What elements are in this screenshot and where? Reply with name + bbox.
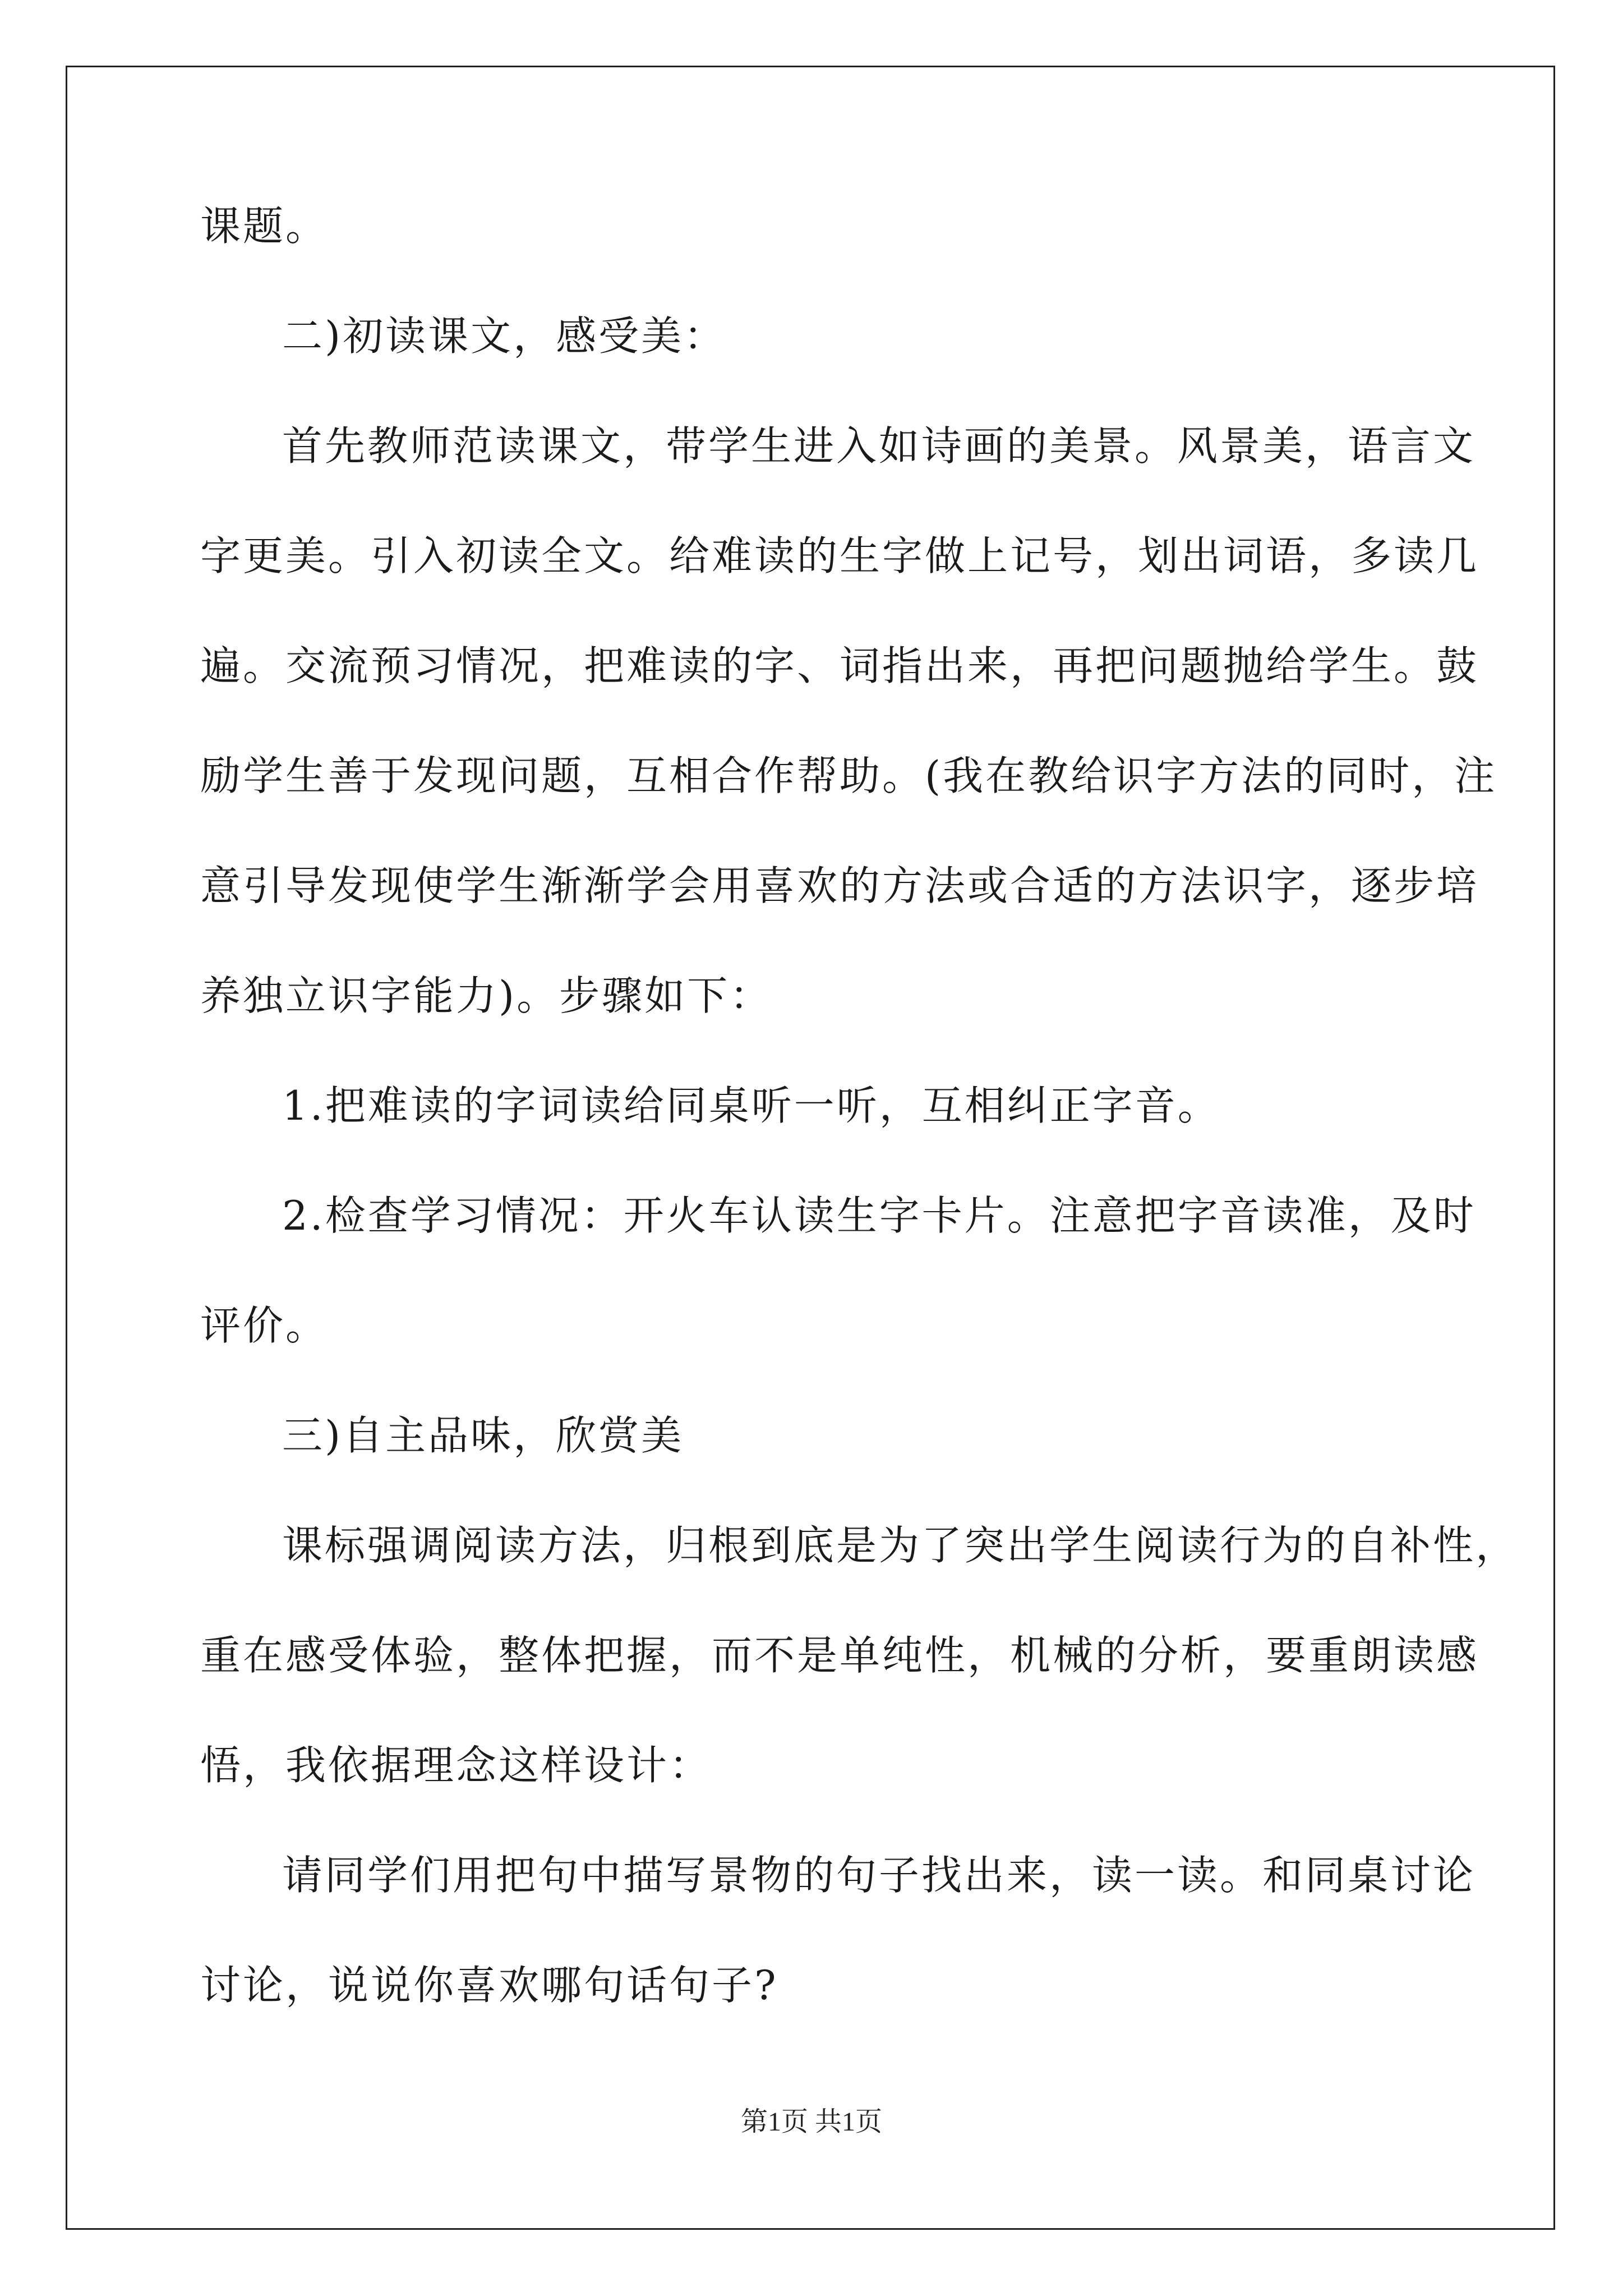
page-number: 第1页 共1页	[740, 2107, 882, 2137]
text-line: 课标强调阅读方法，归根到底是为了突出学生阅读行为的自补性，	[282, 1522, 1519, 1569]
list-item: 2.检查学习情况：开火车认读生字卡片。注意把字音读准，及时	[282, 1192, 1476, 1239]
text-line: 养独立识字能力)。步骤如下：	[200, 972, 773, 1019]
list-item: 1.把难读的字词读给同桌听一听，互相纠正字音。	[282, 1082, 1220, 1129]
text-line: 字更美。引入初读全文。给难读的生字做上记号，划出词语，多读几	[200, 532, 1479, 579]
text-line: 遍。交流预习情况，把难读的字、词指出来，再把问题抛给学生。鼓	[200, 642, 1479, 689]
text-line: 意引导发现使学生渐渐学会用喜欢的方法或合适的方法识字，逐步培	[200, 862, 1479, 909]
text-line: 评价。	[200, 1302, 329, 1349]
page-border	[66, 66, 1555, 2230]
text-line: 首先教师范读课文，带学生进入如诗画的美景。风景美，语言文	[282, 422, 1476, 470]
text-line: 讨论，说说你喜欢哪句话句子?	[200, 1962, 778, 2009]
section-heading: 二)初读课文，感受美：	[282, 312, 727, 360]
text-line: 励学生善于发现问题，互相合作帮助。(我在教给识字方法的同时，注	[200, 752, 1497, 799]
text-line: 课题。	[200, 203, 329, 250]
text-line: 重在感受体验，整体把握，而不是单纯性，机械的分析，要重朗读感	[200, 1632, 1479, 1679]
text-line: 请同学们用把句中描写景物的句子找出来，读一读。和同桌讨论	[282, 1852, 1476, 1899]
section-heading: 三)自主品味，欣赏美	[282, 1412, 684, 1459]
text-line: 悟，我依据理念这样设计：	[200, 1742, 712, 1789]
